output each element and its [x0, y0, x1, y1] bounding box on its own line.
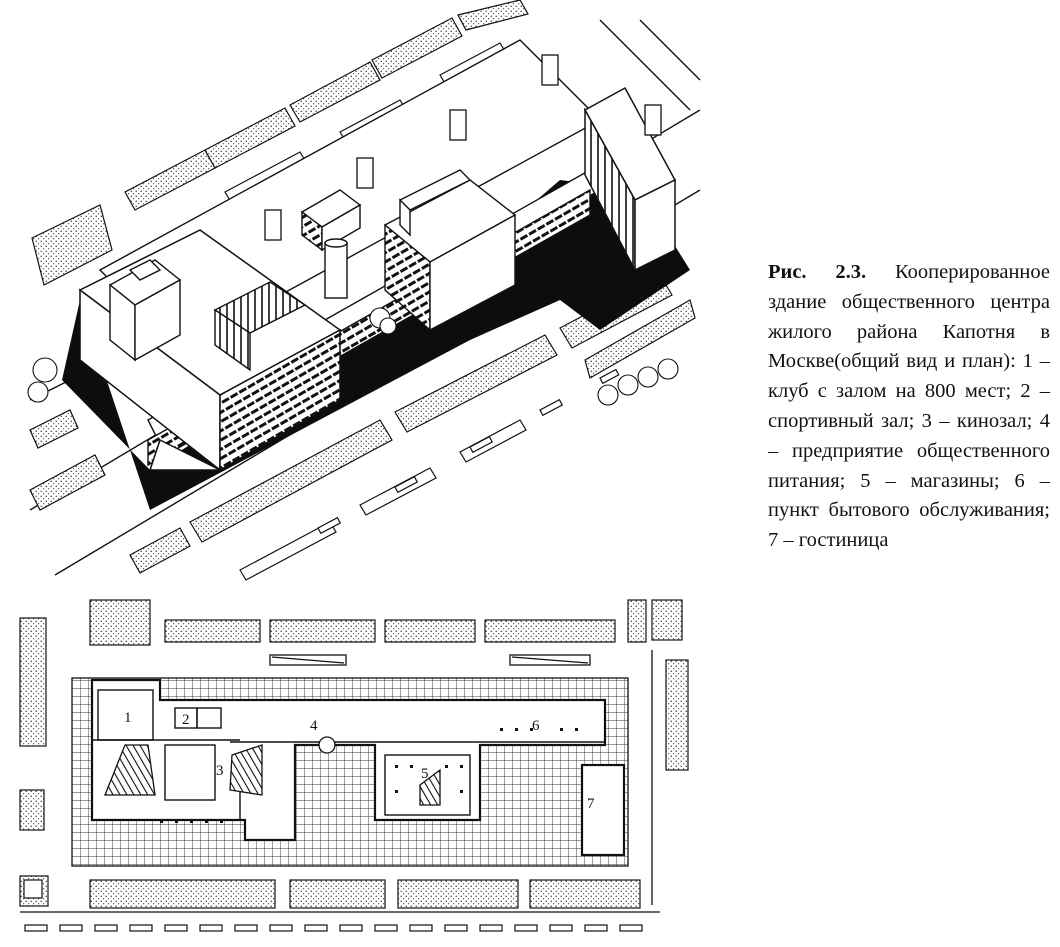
axonometric-view [28, 0, 700, 580]
plan-bottom-dashes [25, 925, 642, 931]
plan-label-4: 4 [310, 718, 318, 734]
plan-round-stair [319, 737, 335, 753]
caption-text: Кооперированное здание общественного центра жилого района Капотня в Москве(общий вид и план): 1 – клуб с залом на 800 мест; 2 – спортивный зал; 3 – кинозал; 4 – предприятие общественного питания; 5 – магазины; 6 – пункт бытового обслуживания; 7 – гостиница [768, 261, 1050, 552]
plan-parking [270, 655, 590, 665]
cylinder-tower [325, 239, 347, 298]
plan-bottom-box [24, 880, 42, 898]
figure-caption [768, 258, 1050, 556]
plan-label-7: 7 [587, 796, 595, 812]
figure-label: Рис. 2.3. [768, 261, 867, 283]
plan-label-5: 5 [421, 766, 429, 782]
plan-label-2: 2 [182, 712, 190, 728]
plan-view [20, 600, 688, 931]
plan-label-6: 6 [532, 718, 540, 734]
plan-bottom-strips [20, 876, 640, 908]
plan-label-1: 1 [124, 710, 132, 726]
plan-label-3: 3 [216, 763, 224, 779]
